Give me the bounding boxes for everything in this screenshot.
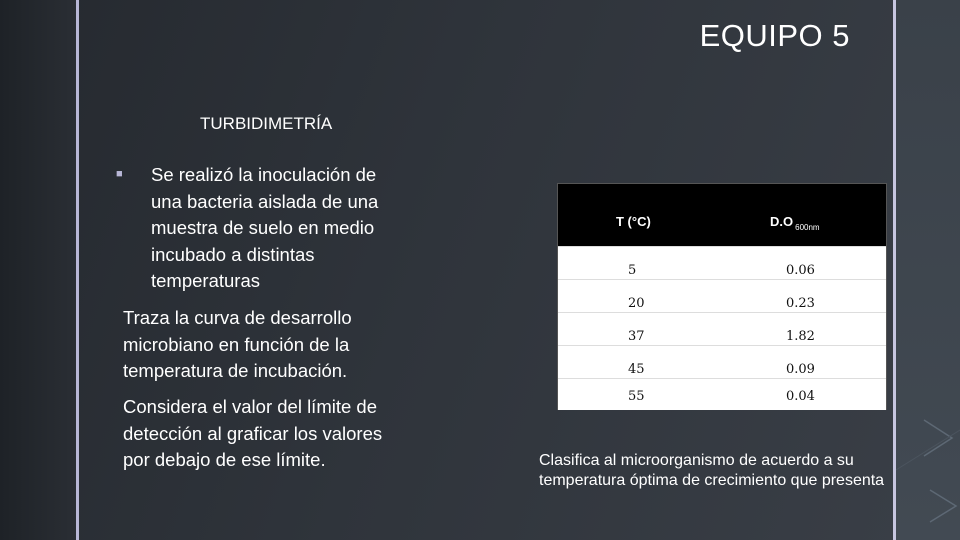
table-header — [558, 184, 886, 246]
right-decor-band — [896, 0, 960, 540]
table-row — [558, 345, 886, 379]
classification-caption: Clasifica al microorganismo de acuerdo a su temperatura óptima de crecimiento que presenta — [539, 452, 885, 489]
cell-od: 1.82 — [786, 329, 815, 344]
cell-od: 0.04 — [786, 389, 815, 404]
table-row — [558, 378, 886, 410]
slide-subtitle: TURBIDIMETRÍA — [200, 114, 333, 133]
table-row — [558, 279, 886, 313]
bullet-text: Se realizó la inoculación de una bacteria aislada de una muestra de suelo en medio incubado a distintas temperaturas — [151, 164, 379, 291]
cell-temperature: 45 — [628, 362, 645, 377]
instruction-paragraph-1: Traza la curva de desarrollo microbiano en función de la temperatura de incubación. — [123, 307, 352, 381]
table-row — [558, 246, 886, 280]
cell-od: 0.09 — [786, 362, 815, 377]
bullet-item — [116, 162, 406, 295]
slide-title: EQUIPO 5 — [699, 18, 850, 53]
left-accent-line — [76, 0, 79, 540]
header-od-subscript: 600nm — [795, 223, 820, 232]
data-table — [557, 183, 887, 410]
table-row — [558, 312, 886, 346]
left-band — [0, 0, 76, 540]
decorative-lines-icon — [896, 0, 960, 540]
cell-temperature: 20 — [628, 296, 645, 311]
cell-od: 0.06 — [786, 263, 815, 278]
cell-temperature: 55 — [628, 389, 645, 404]
cell-od: 0.23 — [786, 296, 815, 311]
header-temperature: T (°C) — [616, 214, 651, 229]
header-od-label: D.O — [770, 214, 794, 229]
bullet-square-icon: ■ — [116, 168, 123, 180]
cell-temperature: 37 — [628, 329, 645, 344]
cell-temperature: 5 — [628, 263, 637, 278]
instruction-paragraph-2: Considera el valor del límite de detección al graficar los valores por debajo de ese límite. — [123, 396, 383, 470]
header-optical-density — [770, 214, 820, 232]
